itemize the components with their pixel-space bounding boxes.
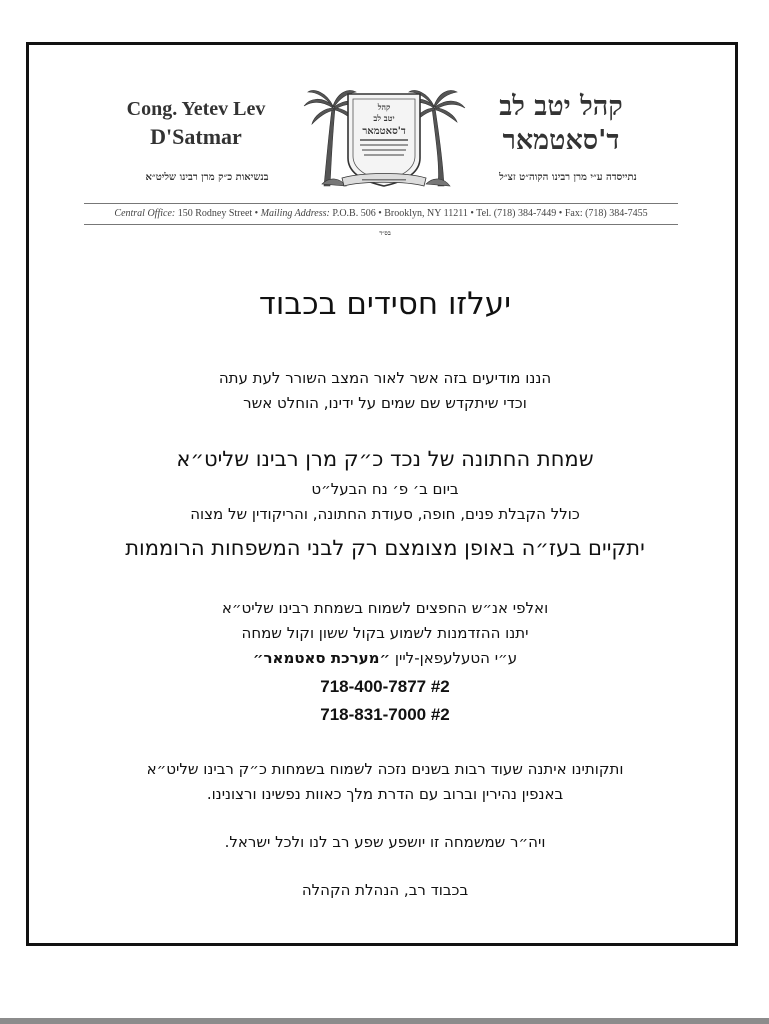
congregation-emblem [302,86,466,190]
address-bottom-rule [84,224,678,225]
hotline-line-3: ע״י הטעלעפאן-ליין ״מערכת סאטמאר״ [252,649,518,667]
blessing-line: ויה״ר שמשמחה זו יושפע שפע רב לנו ולכל ישראל. [224,833,546,851]
bsd-mark: בס״ד [379,230,391,237]
hotline-line-2: יתנו ההזדמנות לשמוע בקול ששון וקול שמחה [241,624,529,642]
event-line-4: יתקיים בעז״ה באופן מצומצם רק לבני המשפחות הרוממות [125,536,645,560]
hotline-line-1: ואלפי אנ״ש החפצים לשמוח בשמחת רבינו שליט״א [221,599,549,617]
address-line: Central Office: 150 Rodney Street • Mailing Address: P.O.B. 506 • Brooklyn, NY 11211 • Tel. (718) 384-7449 • Fax: (718) 384-7455 [114,208,648,219]
intro-line-2: וכדי שיתקדש שם שמים על ידינו, הוחלט אשר [243,394,527,412]
signature-line: בכבוד רב, הנהלת הקהלה [301,881,469,899]
svg-text:ד'סאטמאר: ד'סאטמאר [362,126,406,137]
svg-text:יטב לב: יטב לב [373,113,395,123]
svg-text:קהל: קהל [377,102,391,112]
event-line-2: ביום ב׳ פ׳ נח הבעל״ט [311,480,459,498]
notice-heading: יעלזו חסידים בכבוד [258,286,512,322]
hope-line-1: ותקותינו איתנה שעוד רבות בשנים נזכה לשמוח בשמחות כ״ק רבינו שליט״א [146,760,624,778]
hebrew-subtitle: נתייסדה ע״י מרן רבינו הקוה״ט זצ״ל [499,172,637,183]
bottom-bar [0,1018,769,1024]
hope-line-2: באנפין נהירין וברוב עם הדרת מלך כאוות נפשינו ורצונינו. [206,785,564,803]
hebrew-title: קהל יטב לב ד'סאטמאר [499,91,623,156]
phone-number-1[interactable]: 718-400-7877 #2 [320,677,450,696]
hotline-name: ״מערכת סאטמאר״ [252,649,391,667]
english-subtitle: בנשיאות כ״ק מרן רבינו שליט״א [145,172,269,183]
event-line-3: כולל הקבלת פנים, חופה, סעודת החתונה, והריקודין של מצוה [190,505,580,523]
address-top-rule [84,203,678,204]
event-line-1: שמחת החתונה של נכד כ״ק מרן רבינו שליט״א [176,447,594,471]
intro-line-1: הננו מודיעים בזה אשר לאור המצב השורר לעת עתה [218,369,552,387]
phone-number-2[interactable]: 718-831-7000 #2 [320,705,450,724]
english-title: Cong. Yetev Lev D'Satmar [126,98,266,149]
